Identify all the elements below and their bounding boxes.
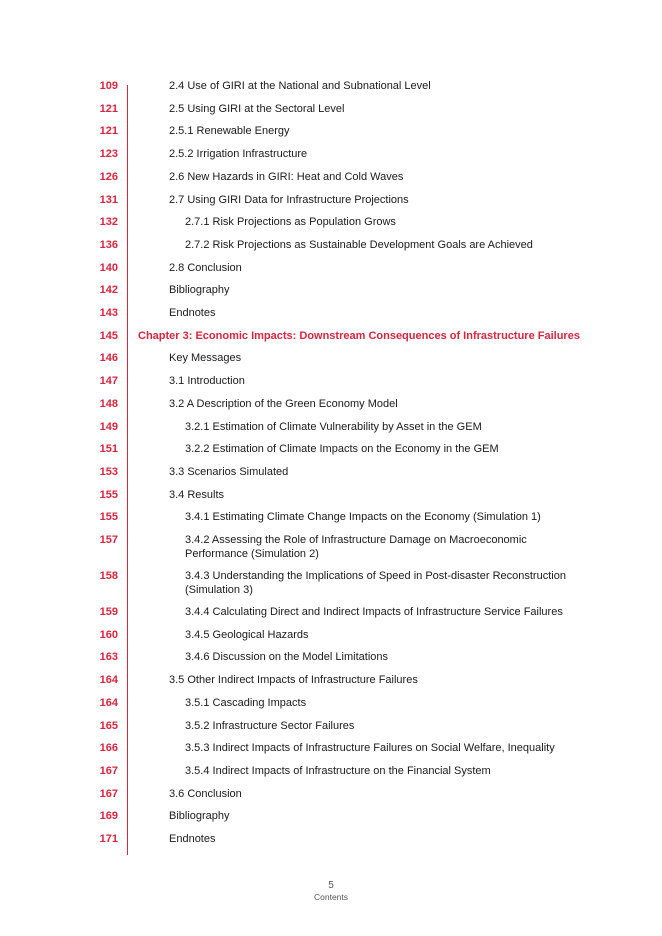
toc-entry-title: Bibliography [169,284,230,297]
toc-entry-title: 2.7 Using GIRI Data for Infrastructure Projections [169,193,409,206]
toc-page-number: 146 [99,352,118,365]
toc-entry-title: 2.7.2 Risk Projections as Sustainable Development Goals are Achieved [185,238,533,251]
toc-entry-title: 2.8 Conclusion [169,261,242,274]
toc-entry[interactable] [0,262,589,276]
toc-entry-title: 3.2.1 Estimation of Climate Vulnerability by Asset in the GEM [185,420,482,433]
toc-entry-title: 3.4 Results [169,488,225,501]
toc-entry-title: 3.5.2 Infrastructure Sector Failures [185,719,355,732]
toc-page-number: 155 [99,511,118,524]
footer-section-label: Contents [313,892,349,902]
toc-page-number: 158 [99,570,118,582]
toc-entry[interactable] [0,788,589,802]
toc-page-number: 123 [99,148,118,161]
toc-entry[interactable] [0,216,585,230]
toc-entry-title: 2.5 Using GIRI at the Sectoral Level [169,102,345,115]
toc-entry[interactable] [0,511,585,525]
toc-entry-title: 3.4.6 Discussion on the Model Limitations [185,651,388,664]
toc-entry[interactable] [0,421,585,435]
toc-chapter-row[interactable] [0,330,598,344]
toc-entry[interactable] [0,443,585,457]
toc-page-number: 109 [99,80,118,92]
toc-entry-title: 3.2.2 Estimation of Climate Impacts on the Economy in the GEM [185,443,499,456]
toc-page-number: 164 [99,696,118,709]
toc-page-number: 155 [99,488,118,501]
toc-page-number: 171 [99,833,118,845]
toc-entry[interactable] [0,606,585,620]
toc-entry-title: 3.5.3 Indirect Impacts of Infrastructure Failures on Social Welfare, Inequality [185,742,555,755]
toc-page-number: 157 [99,534,118,546]
toc-page-number: 121 [99,102,118,115]
toc-entry[interactable] [0,466,589,480]
toc-entry-title: 3.1 Introduction [169,375,245,388]
toc-entry[interactable] [0,284,589,298]
toc-entry[interactable] [0,742,585,756]
toc-entry[interactable] [0,103,589,117]
toc-entry-title: 2.5.1 Renewable Energy [169,125,290,138]
toc-page-number: 145 [99,329,118,342]
toc-entry-title: 3.4.5 Geological Hazards [185,628,309,641]
toc-entry-title: Endnotes [169,307,216,319]
toc-entry[interactable] [0,651,585,665]
toc-entry-title: Endnotes [169,833,216,845]
toc-entry-title: 3.4.3 Understanding the Implications of Speed in Post-disaster Reconstruction (Simulation 3) [185,570,566,596]
toc-entry[interactable] [0,398,589,412]
toc-entry-title: 3.5.4 Indirect Impacts of Infrastructure on the Financial System [185,764,491,777]
toc-page-number: 147 [99,375,118,388]
toc-page-number: 163 [99,651,118,664]
toc-entry-title: Key Messages [169,352,242,365]
toc-entry[interactable] [0,720,585,734]
toc-page-number: 142 [99,284,118,297]
toc-page-number: 149 [99,420,118,433]
toc-page-number: 132 [99,216,118,229]
toc-entry-title: 2.7.1 Risk Projections as Population Grows [185,216,396,229]
toc-page-number: 159 [99,606,118,618]
toc-entry-title: 3.5.1 Cascading Impacts [185,696,307,709]
toc-entry-title: 3.2 A Description of the Green Economy Model [169,397,398,410]
toc-entry[interactable] [0,765,585,779]
toc-entry-title: 3.5 Other Indirect Impacts of Infrastructure Failures [169,674,418,687]
toc-page-number: 164 [99,674,118,687]
toc-entry[interactable] [0,570,585,597]
toc-page-number: 140 [99,261,118,274]
toc-entry[interactable] [0,674,589,688]
toc-page-number: 151 [99,443,118,456]
toc-page-number: 167 [99,787,118,800]
toc-entry-title: 3.4.4 Calculating Direct and Indirect Impacts of Infrastructure Service Failures [185,606,563,618]
toc-entry-title: Chapter 3: Economic Impacts: Downstream Consequences of Infrastructure Failures [138,329,580,342]
toc-entry-title: 3.4.1 Estimating Climate Change Impacts on the Economy (Simulation 1) [185,511,541,524]
toc-page-number: 143 [99,307,118,319]
toc-entry[interactable] [0,489,589,503]
toc-entry-title: Bibliography [169,810,230,823]
toc-page-number: 153 [99,465,118,478]
toc-entry-title: 2.5.2 Irrigation Infrastructure [169,148,308,161]
toc-page-number: 121 [99,125,118,138]
toc-entry[interactable] [0,194,589,208]
toc-entry[interactable] [0,534,585,561]
toc-page-number: 131 [99,193,118,206]
toc-entry[interactable] [0,148,589,162]
toc-entry[interactable] [0,171,589,185]
toc-entry[interactable] [0,629,585,643]
toc-entry[interactable] [0,307,589,321]
toc-page-number: 166 [99,742,118,755]
toc-entry[interactable] [0,352,589,366]
footer-page-number: 5 [328,880,334,891]
toc-page-number: 148 [99,397,118,410]
toc-entry-title: 3.4.2 Assessing the Role of Infrastructure Damage on Macroeconomic Performance (Simulation 2) [185,534,527,560]
toc-page-number: 126 [99,170,118,183]
toc-page-number: 165 [99,719,118,732]
toc-entry[interactable] [0,239,585,253]
toc-entry-title: 2.4 Use of GIRI at the National and Subnational Level [169,80,431,92]
toc-entry-title: 3.6 Conclusion [169,787,242,800]
toc-entry[interactable] [0,810,589,824]
toc-entry[interactable] [0,125,589,139]
toc-entry[interactable] [0,697,585,711]
toc-page-number: 167 [99,764,118,777]
toc-entry-title: 2.6 New Hazards in GIRI: Heat and Cold Waves [169,170,404,183]
toc-entry[interactable] [0,80,589,94]
toc-entry[interactable] [0,833,589,847]
toc-page-number: 136 [99,238,118,251]
toc-entry-title: 3.3 Scenarios Simulated [169,465,289,478]
toc-page-number: 169 [99,810,118,823]
toc-page-number: 160 [99,628,118,641]
toc-entry[interactable] [0,375,589,389]
